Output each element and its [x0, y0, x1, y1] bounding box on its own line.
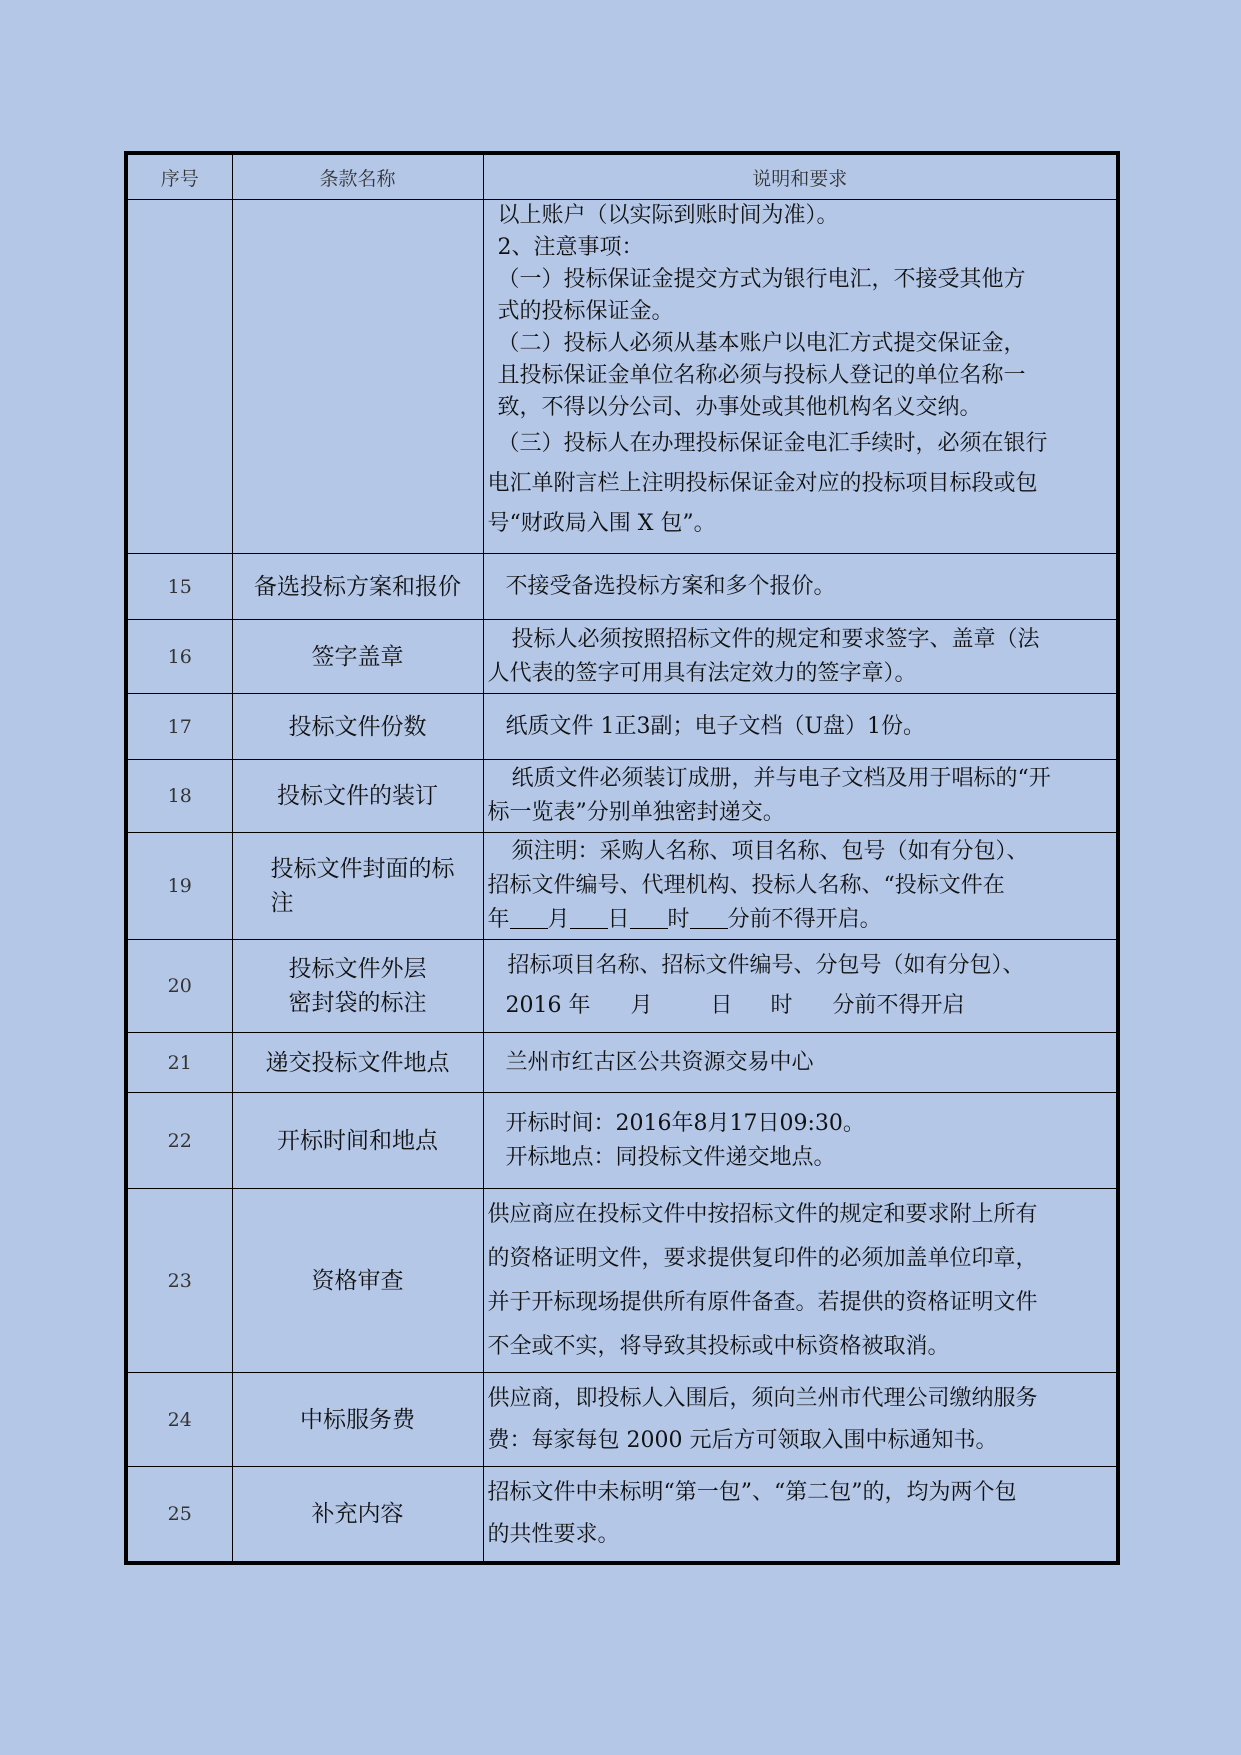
desc-line: 兰州市红古区公共资源交易中心 — [505, 1049, 814, 1075]
desc-line: 须注明：采购人名称、项目名称、包号（如有分包）、 — [511, 839, 1029, 864]
desc-line: 纸质文件 1正3副；电子文档（U盘）1份。 — [505, 713, 926, 739]
table-header-row — [126, 153, 1118, 200]
name-line: 投标文件外层 — [288, 956, 427, 982]
row-name: 投标文件份数 — [232, 694, 483, 760]
row-name: 开标时间和地点 — [232, 1093, 483, 1189]
row-number: 24 — [126, 1373, 232, 1467]
date-line: 年 月 日 时 分前不得开启。 — [487, 907, 882, 932]
blank-field — [510, 906, 548, 929]
table-row — [126, 554, 1118, 620]
desc-line: 不接受备选投标方案和多个报价。 — [505, 573, 836, 599]
desc-line: 且投标保证金单位名称必须与投标人登记的单位名称一 — [497, 363, 1026, 388]
row-number: 22 — [126, 1093, 232, 1189]
desc-line: 纸质文件必须装订成册，并与电子文档及用于唱标的“开 — [511, 766, 1051, 791]
table-row — [126, 1467, 1118, 1563]
blank-field — [570, 906, 608, 929]
row-description — [483, 833, 1118, 940]
header-clause-name: 条款名称 — [232, 153, 483, 200]
table-row — [126, 1189, 1118, 1373]
table-row — [126, 694, 1118, 760]
row-name: 补充内容 — [232, 1467, 483, 1563]
row-number: 16 — [126, 620, 232, 694]
row-name: 投标文件的装订 — [232, 760, 483, 833]
desc-line: 投标人必须按照招标文件的规定和要求签字、盖章（法 — [511, 626, 1040, 652]
desc-line: 招标文件编号、代理机构、投标人名称、“投标文件在 — [487, 873, 1005, 898]
row-number: 15 — [126, 554, 232, 620]
row-name: 备选投标方案和报价 — [232, 554, 483, 620]
desc-line: 开标时间：2016年8月17日09:30。 — [505, 1110, 865, 1136]
desc-line: （二）投标人必须从基本账户以电汇方式提交保证金， — [497, 331, 1026, 356]
row-description — [483, 694, 1118, 760]
desc-line: 招标文件中未标明“第一包”、“第二包”的，均为两个包 — [487, 1479, 1017, 1505]
table-row — [126, 1373, 1118, 1467]
desc-line: 电汇单附言栏上注明投标保证金对应的投标项目标段或包 — [487, 471, 1038, 496]
table-row — [126, 620, 1118, 694]
header-number: 序号 — [126, 153, 232, 200]
desc-line: 招标项目名称、招标文件编号、分包号（如有分包）、 — [507, 953, 1025, 978]
row-description — [483, 1467, 1118, 1563]
row-description — [483, 1033, 1118, 1093]
desc-line: 以上账户（以实际到账时间为准）。 — [497, 203, 839, 228]
desc-line: 2、注意事项： — [497, 235, 644, 260]
row-number: 18 — [126, 760, 232, 833]
row-name: 中标服务费 — [232, 1373, 483, 1467]
row-number: 19 — [126, 833, 232, 940]
row-description — [483, 1093, 1118, 1189]
row-name — [232, 833, 483, 940]
row-number: 25 — [126, 1467, 232, 1563]
row-number: 21 — [126, 1033, 232, 1093]
row-description — [483, 200, 1118, 554]
table-row — [126, 1033, 1118, 1093]
desc-line: 人代表的签字可用具有法定效力的签字章）。 — [487, 660, 917, 686]
table-row — [126, 1093, 1118, 1189]
row-description — [483, 1189, 1118, 1373]
desc-line: 标一览表”分别单独密封递交。 — [487, 800, 785, 825]
desc-line: 供应商，即投标人入围后，须向兰州市代理公司缴纳服务 — [487, 1385, 1038, 1411]
row-name: 资格审查 — [232, 1189, 483, 1373]
row-description — [483, 760, 1118, 833]
table-row — [126, 833, 1118, 940]
row-number: 23 — [126, 1189, 232, 1373]
row-name — [232, 200, 483, 554]
row-description — [483, 620, 1118, 694]
row-name: 递交投标文件地点 — [232, 1033, 483, 1093]
desc-line: （一）投标保证金提交方式为银行电汇，不接受其他方 — [497, 267, 1026, 292]
desc-line: 的资格证明文件，要求提供复印件的必须加盖单位印章， — [487, 1245, 1038, 1271]
row-number — [126, 200, 232, 554]
row-name: 签字盖章 — [232, 620, 483, 694]
table-row — [126, 940, 1118, 1033]
name-line: 注 — [270, 890, 294, 916]
desc-line: 的共性要求。 — [487, 1521, 620, 1547]
desc-line: 开标地点：同投标文件递交地点。 — [505, 1144, 836, 1170]
date-line: 2016 年 月 日 时 分前不得开启 — [505, 993, 965, 1018]
row-description — [483, 1373, 1118, 1467]
requirements-table — [124, 151, 1120, 1565]
row-number: 17 — [126, 694, 232, 760]
blank-field — [690, 906, 728, 929]
blank-field — [630, 906, 668, 929]
desc-line: 并于开标现场提供所有原件备查。若提供的资格证明文件 — [487, 1289, 1038, 1315]
row-number: 20 — [126, 940, 232, 1033]
desc-line: 费：每家每包 2000 元后方可领取入围中标通知书。 — [487, 1427, 998, 1453]
row-description — [483, 940, 1118, 1033]
desc-line: 不全或不实，将导致其投标或中标资格被取消。 — [487, 1333, 950, 1359]
name-line: 投标文件封面的标 — [270, 856, 455, 882]
row-description — [483, 554, 1118, 620]
table-row — [126, 200, 1118, 554]
table-row — [126, 760, 1118, 833]
name-line: 密封袋的标注 — [288, 990, 427, 1016]
desc-line: 式的投标保证金。 — [497, 299, 674, 324]
desc-line: 致，不得以分公司、办事处或其他机构名义交纳。 — [497, 395, 982, 420]
header-description: 说明和要求 — [483, 153, 1118, 200]
row-name — [232, 940, 483, 1033]
desc-line: （三）投标人在办理投标保证金电汇手续时，必须在银行 — [497, 431, 1048, 456]
desc-line: 供应商应在投标文件中按招标文件的规定和要求附上所有 — [487, 1201, 1038, 1227]
desc-line: 号“财政局入围 X 包”。 — [487, 511, 716, 536]
